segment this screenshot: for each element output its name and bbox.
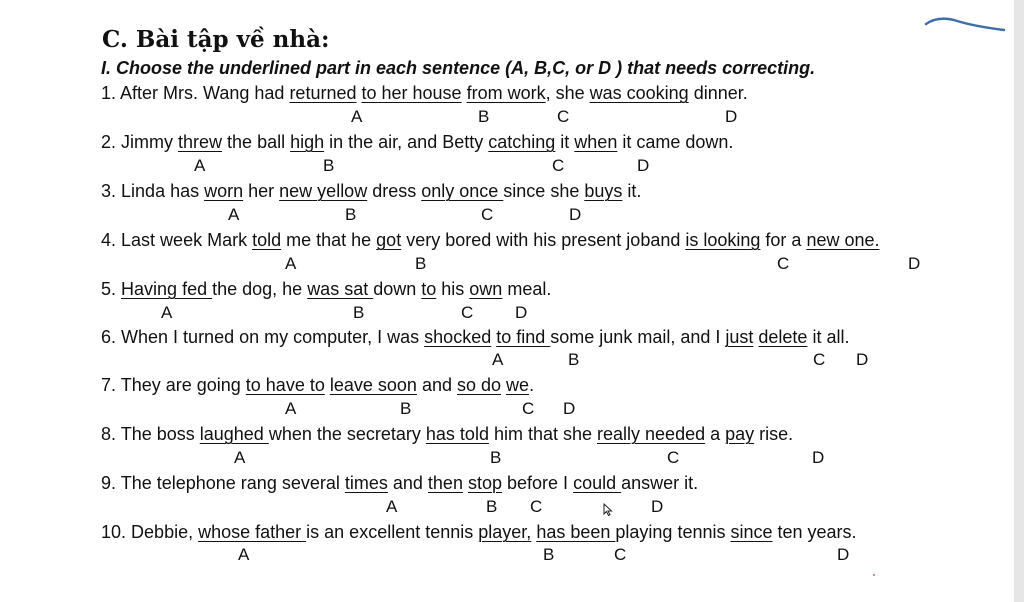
answer-label-c: C <box>461 303 474 322</box>
answer-label-d: D <box>637 156 650 175</box>
answer-label-c: C <box>481 205 494 224</box>
question-number: 1. <box>101 83 117 103</box>
option-a: whose father <box>198 522 307 542</box>
answer-label-a: A <box>492 350 504 369</box>
answer-label-d: D <box>725 107 738 126</box>
option-b: leave soon <box>329 375 417 395</box>
answer-label-b: B <box>345 205 357 224</box>
question-1: 1. After Mrs. Wang had returned to her house from work, she was cooking dinner. <box>101 83 748 103</box>
answer-label-a: A <box>386 497 398 516</box>
option-d: new one. <box>806 230 880 250</box>
question-number: 6. <box>101 327 117 347</box>
option-c: so do <box>456 375 502 395</box>
option-b: got <box>376 230 402 250</box>
answer-label-a: A <box>351 107 363 126</box>
option-d: was cooking <box>589 83 689 103</box>
option-d: buys <box>584 181 623 201</box>
answer-label-b: B <box>353 303 365 322</box>
option-a: worn <box>204 181 244 201</box>
question-number: 4. <box>101 230 117 250</box>
option-d: we <box>506 375 530 395</box>
answer-label-a: A <box>285 254 297 273</box>
option-b: has told <box>425 424 489 444</box>
question-2: 2. Jimmy threw the ball high in the air, and Betty catching it when it came down. <box>101 132 734 152</box>
question-10: 10. Debbie, whose father is an excellent tennis player, has been playing tennis since ten years. <box>101 522 857 542</box>
option-a: laughed <box>199 424 269 444</box>
answer-label-a: A <box>194 156 206 175</box>
question-5: 5. Having fed the dog, he was sat down to his own meal. <box>101 279 552 299</box>
answer-label-d: D <box>515 303 528 322</box>
option-c: just <box>725 327 754 347</box>
option-a: returned <box>289 83 357 103</box>
question-number: 7. <box>101 375 117 395</box>
answer-label-b: B <box>543 545 555 564</box>
answer-label-a: A <box>234 448 246 467</box>
answer-label-d: D <box>856 350 869 369</box>
window-right-edge <box>1014 0 1024 602</box>
question-number: 2. <box>101 132 117 152</box>
option-a: threw <box>178 132 223 152</box>
option-a: told <box>252 230 282 250</box>
answer-label-c: C <box>813 350 826 369</box>
option-d: could <box>573 473 622 493</box>
option-c: has been <box>536 522 616 542</box>
option-d: when <box>574 132 618 152</box>
answer-label-a: A <box>228 205 240 224</box>
question-number: 9. <box>101 473 117 493</box>
answer-label-a: A <box>238 545 250 564</box>
option-a: to have to <box>245 375 325 395</box>
answer-label-d: D <box>837 545 850 564</box>
option-c: stop <box>467 473 503 493</box>
question-3: 3. Linda has worn her new yellow dress only once since she buys it. <box>101 181 642 201</box>
option-a: times <box>344 473 388 493</box>
option-b: then <box>427 473 463 493</box>
option-c: only once <box>421 181 504 201</box>
red-dot-mark <box>873 574 875 576</box>
option-b: high <box>290 132 325 152</box>
answer-label-b: B <box>400 399 412 418</box>
section-title: C. Bài tập về nhà: <box>102 26 330 53</box>
answer-label-b: B <box>478 107 490 126</box>
answer-label-c: C <box>552 156 565 175</box>
option-c: really needed <box>597 424 706 444</box>
option-d: pay <box>725 424 755 444</box>
option-c: is looking <box>685 230 761 250</box>
question-number: 8. <box>101 424 117 444</box>
question-6: 6. When I turned on my computer, I was shocked to find some junk mail, and I just delete it all. <box>101 327 850 347</box>
option-c: to <box>421 279 437 299</box>
answer-label-a: A <box>161 303 173 322</box>
instruction-heading: I. Choose the underlined part in each sentence (A, B,C, or D ) that needs correcting. <box>101 58 816 78</box>
answer-label-d: D <box>651 497 664 516</box>
question-8: 8. The boss laughed when the secretary has told him that she really needed a pay rise. <box>101 424 794 444</box>
mouse-pointer-icon <box>603 503 613 517</box>
question-7: 7. They are going to have to leave soon and so do we. <box>101 375 535 395</box>
option-b: was sat <box>307 279 374 299</box>
question-number: 3. <box>101 181 117 201</box>
answer-label-d: D <box>563 399 576 418</box>
answer-label-b: B <box>568 350 580 369</box>
option-c: from work <box>466 83 546 103</box>
answer-label-b: B <box>323 156 335 175</box>
answer-label-c: C <box>667 448 680 467</box>
answer-label-b: B <box>415 254 427 273</box>
option-b: player, <box>478 522 532 542</box>
question-9: 9. The telephone rang several times and then stop before I could answer it. <box>101 473 699 493</box>
answer-label-c: C <box>530 497 543 516</box>
answer-label-b: B <box>486 497 498 516</box>
answer-label-c: C <box>777 254 790 273</box>
question-number: 10. <box>101 522 127 542</box>
option-a: Having fed <box>121 279 213 299</box>
question-4: 4. Last week Mark told me that he got very bored with his present joband is looking for a new one. <box>101 230 880 250</box>
option-b: to her house <box>361 83 462 103</box>
option-d: delete <box>758 327 808 347</box>
answer-label-d: D <box>812 448 825 467</box>
option-b: new yellow <box>279 181 368 201</box>
pen-stroke-mark <box>924 14 1008 36</box>
option-a: shocked <box>424 327 492 347</box>
option-b: to find <box>496 327 551 347</box>
answer-label-c: C <box>614 545 627 564</box>
option-d: since <box>730 522 773 542</box>
option-c: catching <box>488 132 556 152</box>
answer-label-d: D <box>908 254 921 273</box>
answer-label-d: D <box>569 205 582 224</box>
answer-label-c: C <box>557 107 570 126</box>
question-number: 5. <box>101 279 117 299</box>
answer-label-a: A <box>285 399 297 418</box>
answer-label-c: C <box>522 399 535 418</box>
answer-label-b: B <box>490 448 502 467</box>
option-d: own <box>469 279 503 299</box>
